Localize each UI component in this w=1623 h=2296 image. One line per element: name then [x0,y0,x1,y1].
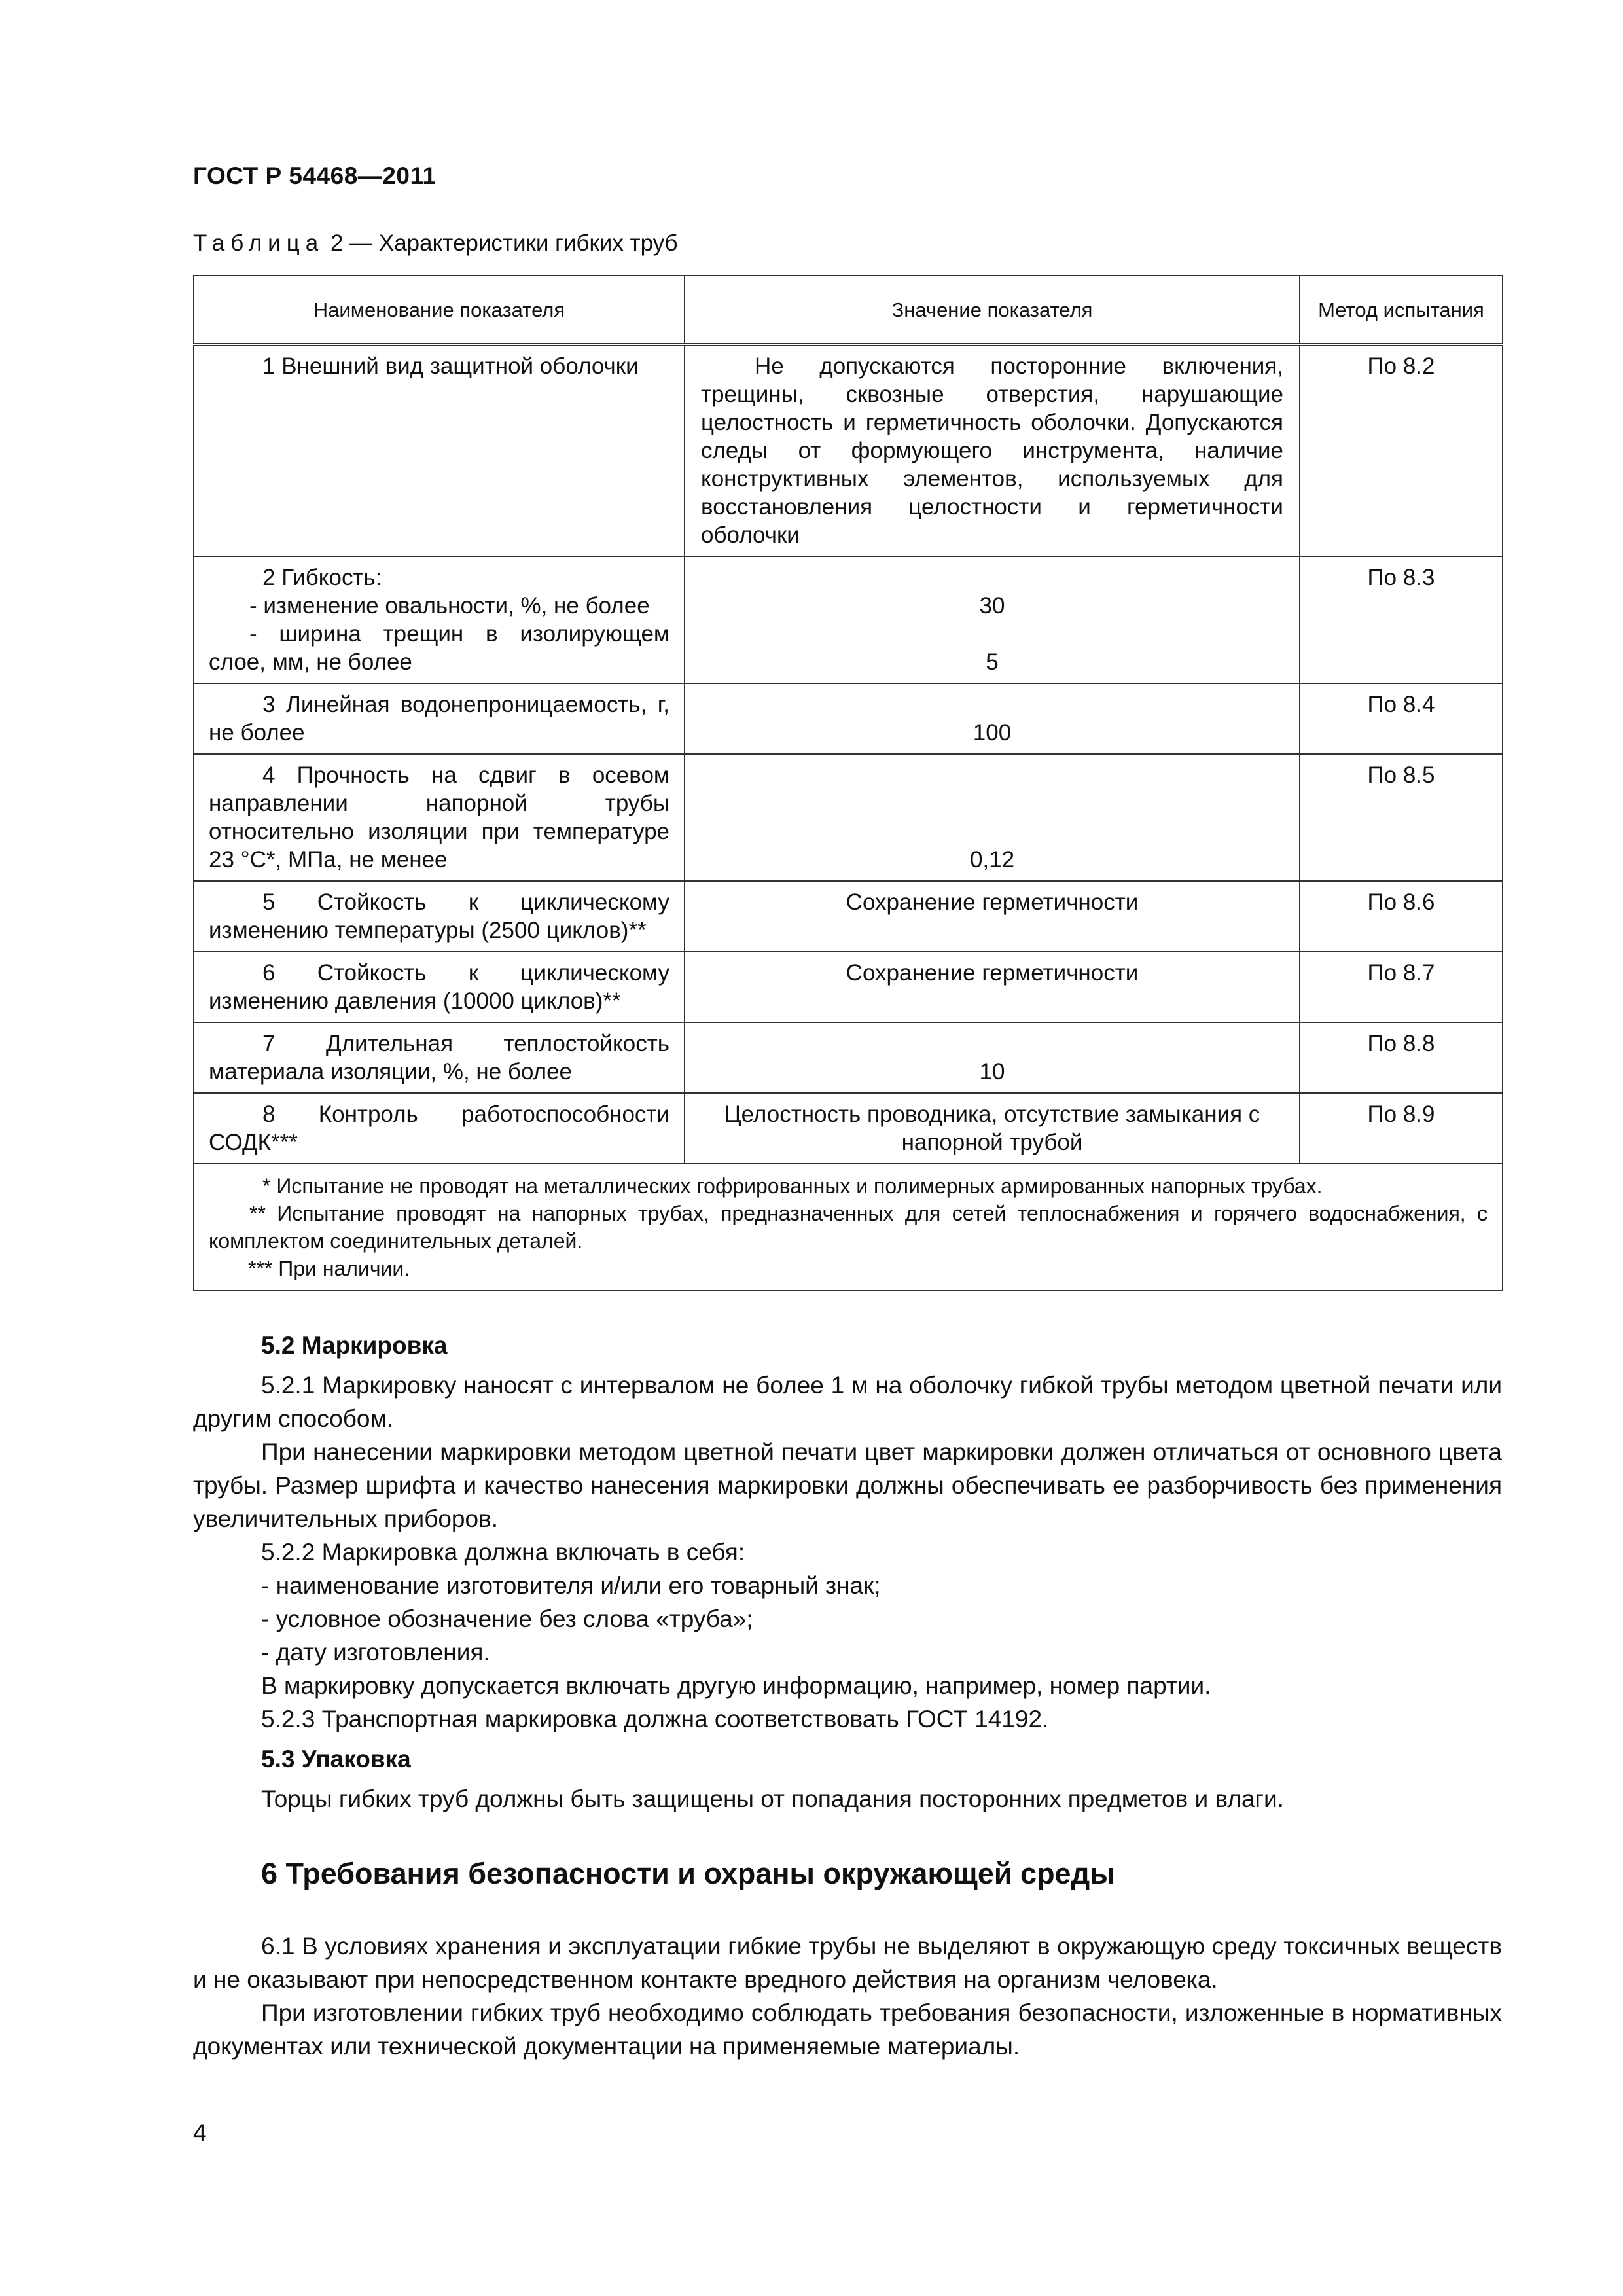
column-header: Метод испытания [1300,276,1503,344]
table-caption-label: Таблица [193,230,325,256]
paragraph: В маркировку допускается включать другую информацию, например, номер партии. [261,1672,1211,1699]
paragraph: 5.2.1 Маркировку наносят с интервалом не более 1 м на оболочку гибкой трубы методом цветной печати или другим способом. [193,1372,1502,1432]
row-value: 100 [685,683,1300,754]
table-note: ** Испытание проводят на напорных трубах, предназначенных для сетей теплоснабжения и горячего водоснабжения, с комплектом соединительных деталей. [209,1202,1488,1253]
table-row [194,344,1503,556]
row-name: 4 Прочность на сдвиг в осевом направлении напорной трубы относительно изоляции при температуре 23 °С*, МПа, не менее [194,754,685,881]
row-name: 3 Линейная водонепроницаемость, г, не более [194,683,685,754]
page-number: 4 [193,2119,207,2146]
column-header: Значение показателя [685,276,1300,344]
row-method: По 8.4 [1300,683,1503,754]
row-name: 7 Длительная теплостойкость материала изоляции, %, не более [194,1022,685,1093]
document-id: ГОСТ Р 54468—2011 [193,162,437,189]
row-value: 30 5 [685,556,1300,683]
row-name: 1 Внешний вид защитной оболочки [194,344,685,556]
table-header-row [194,276,1503,344]
row-name: 6 Стойкость к циклическому изменению давления (10000 циклов)** [194,952,685,1022]
row-name: 8 Контроль работоспособности СОДК*** [194,1093,685,1164]
table-notes [194,1164,1503,1291]
row-method: По 8.7 [1300,952,1503,1022]
chapter-heading: 6 Требования безопасности и охраны окружающей среды [261,1857,1115,1890]
paragraph: При нанесении маркировки методом цветной печати цвет маркировки должен отличаться от основного цвета трубы. Размер шрифта и качество нанесения маркировки должны обеспечивать ее разборчивость без применения увеличительных приборов. [193,1439,1502,1532]
row-method: По 8.8 [1300,1022,1503,1093]
section-heading: 5.3 Упаковка [261,1746,411,1772]
row-method: По 8.2 [1300,344,1503,556]
paragraph: 6.1 В условиях хранения и эксплуатации гибкие трубы не выделяют в окружающую среду токсичных веществ и не оказывают при непосредственном контакте вредного действия на организм человека. [193,1933,1502,1993]
table-row [194,556,1503,683]
row-name: 5 Стойкость к циклическому изменению температуры (2500 циклов)** [194,881,685,952]
table-row [194,1093,1503,1164]
table-row [194,952,1503,1022]
list-item: - дату изготовления. [261,1639,490,1666]
document-body [193,1329,1502,2063]
section-heading: 5.2 Маркировка [261,1332,448,1359]
column-header: Наименование показателя [194,276,685,344]
row-value: 10 [685,1022,1300,1093]
table-note: *** При наличии. [248,1257,410,1280]
row-value: Целостность проводника, отсутствие замыкания с напорной трубой [685,1093,1300,1164]
table-notes-row [194,1164,1503,1291]
row-method: По 8.6 [1300,881,1503,952]
list-item: - условное обозначение без слова «труба»; [261,1605,753,1632]
table-caption [193,230,678,257]
characteristics-table [193,275,1503,1291]
table-row [194,683,1503,754]
row-value: Сохранение герметичности [685,881,1300,952]
row-method: По 8.3 [1300,556,1503,683]
row-method: По 8.9 [1300,1093,1503,1164]
table-row [194,881,1503,952]
paragraph: 5.2.3 Транспортная маркировка должна соответствовать ГОСТ 14192. [261,1706,1049,1732]
row-name: 2 Гибкость: - изменение овальности, %, не более - ширина трещин в изолирующем слое, мм, не более [194,556,685,683]
row-value: 0,12 [685,754,1300,881]
table-caption-text: 2 — Характеристики гибких труб [324,230,678,256]
row-value: Сохранение герметичности [685,952,1300,1022]
table-row [194,754,1503,881]
paragraph: Торцы гибких труб должны быть защищены от попадания посторонних предметов и влаги. [261,1785,1284,1812]
paragraph: 5.2.2 Маркировка должна включать в себя: [261,1539,745,1566]
row-method: По 8.5 [1300,754,1503,881]
row-value: Не допускаются посторонние включения, трещины, сквозные отверстия, нарушающие целостность и герметичность оболочки. Допускаются следы от формующего инструмента, наличие конструктивных элементов, используемых для восстановления целостности и герметичности оболочки [685,344,1300,556]
paragraph: При изготовлении гибких труб необходимо соблюдать требования безопасности, изложенные в нормативных документах или технической документации на применяемые материалы. [193,2000,1502,2060]
table-note: * Испытание не проводят на металлических гофрированных и полимерных армированных напорных трубах. [262,1174,1323,1198]
table-row [194,1022,1503,1093]
list-item: - наименование изготовителя и/или его товарный знак; [261,1572,881,1599]
